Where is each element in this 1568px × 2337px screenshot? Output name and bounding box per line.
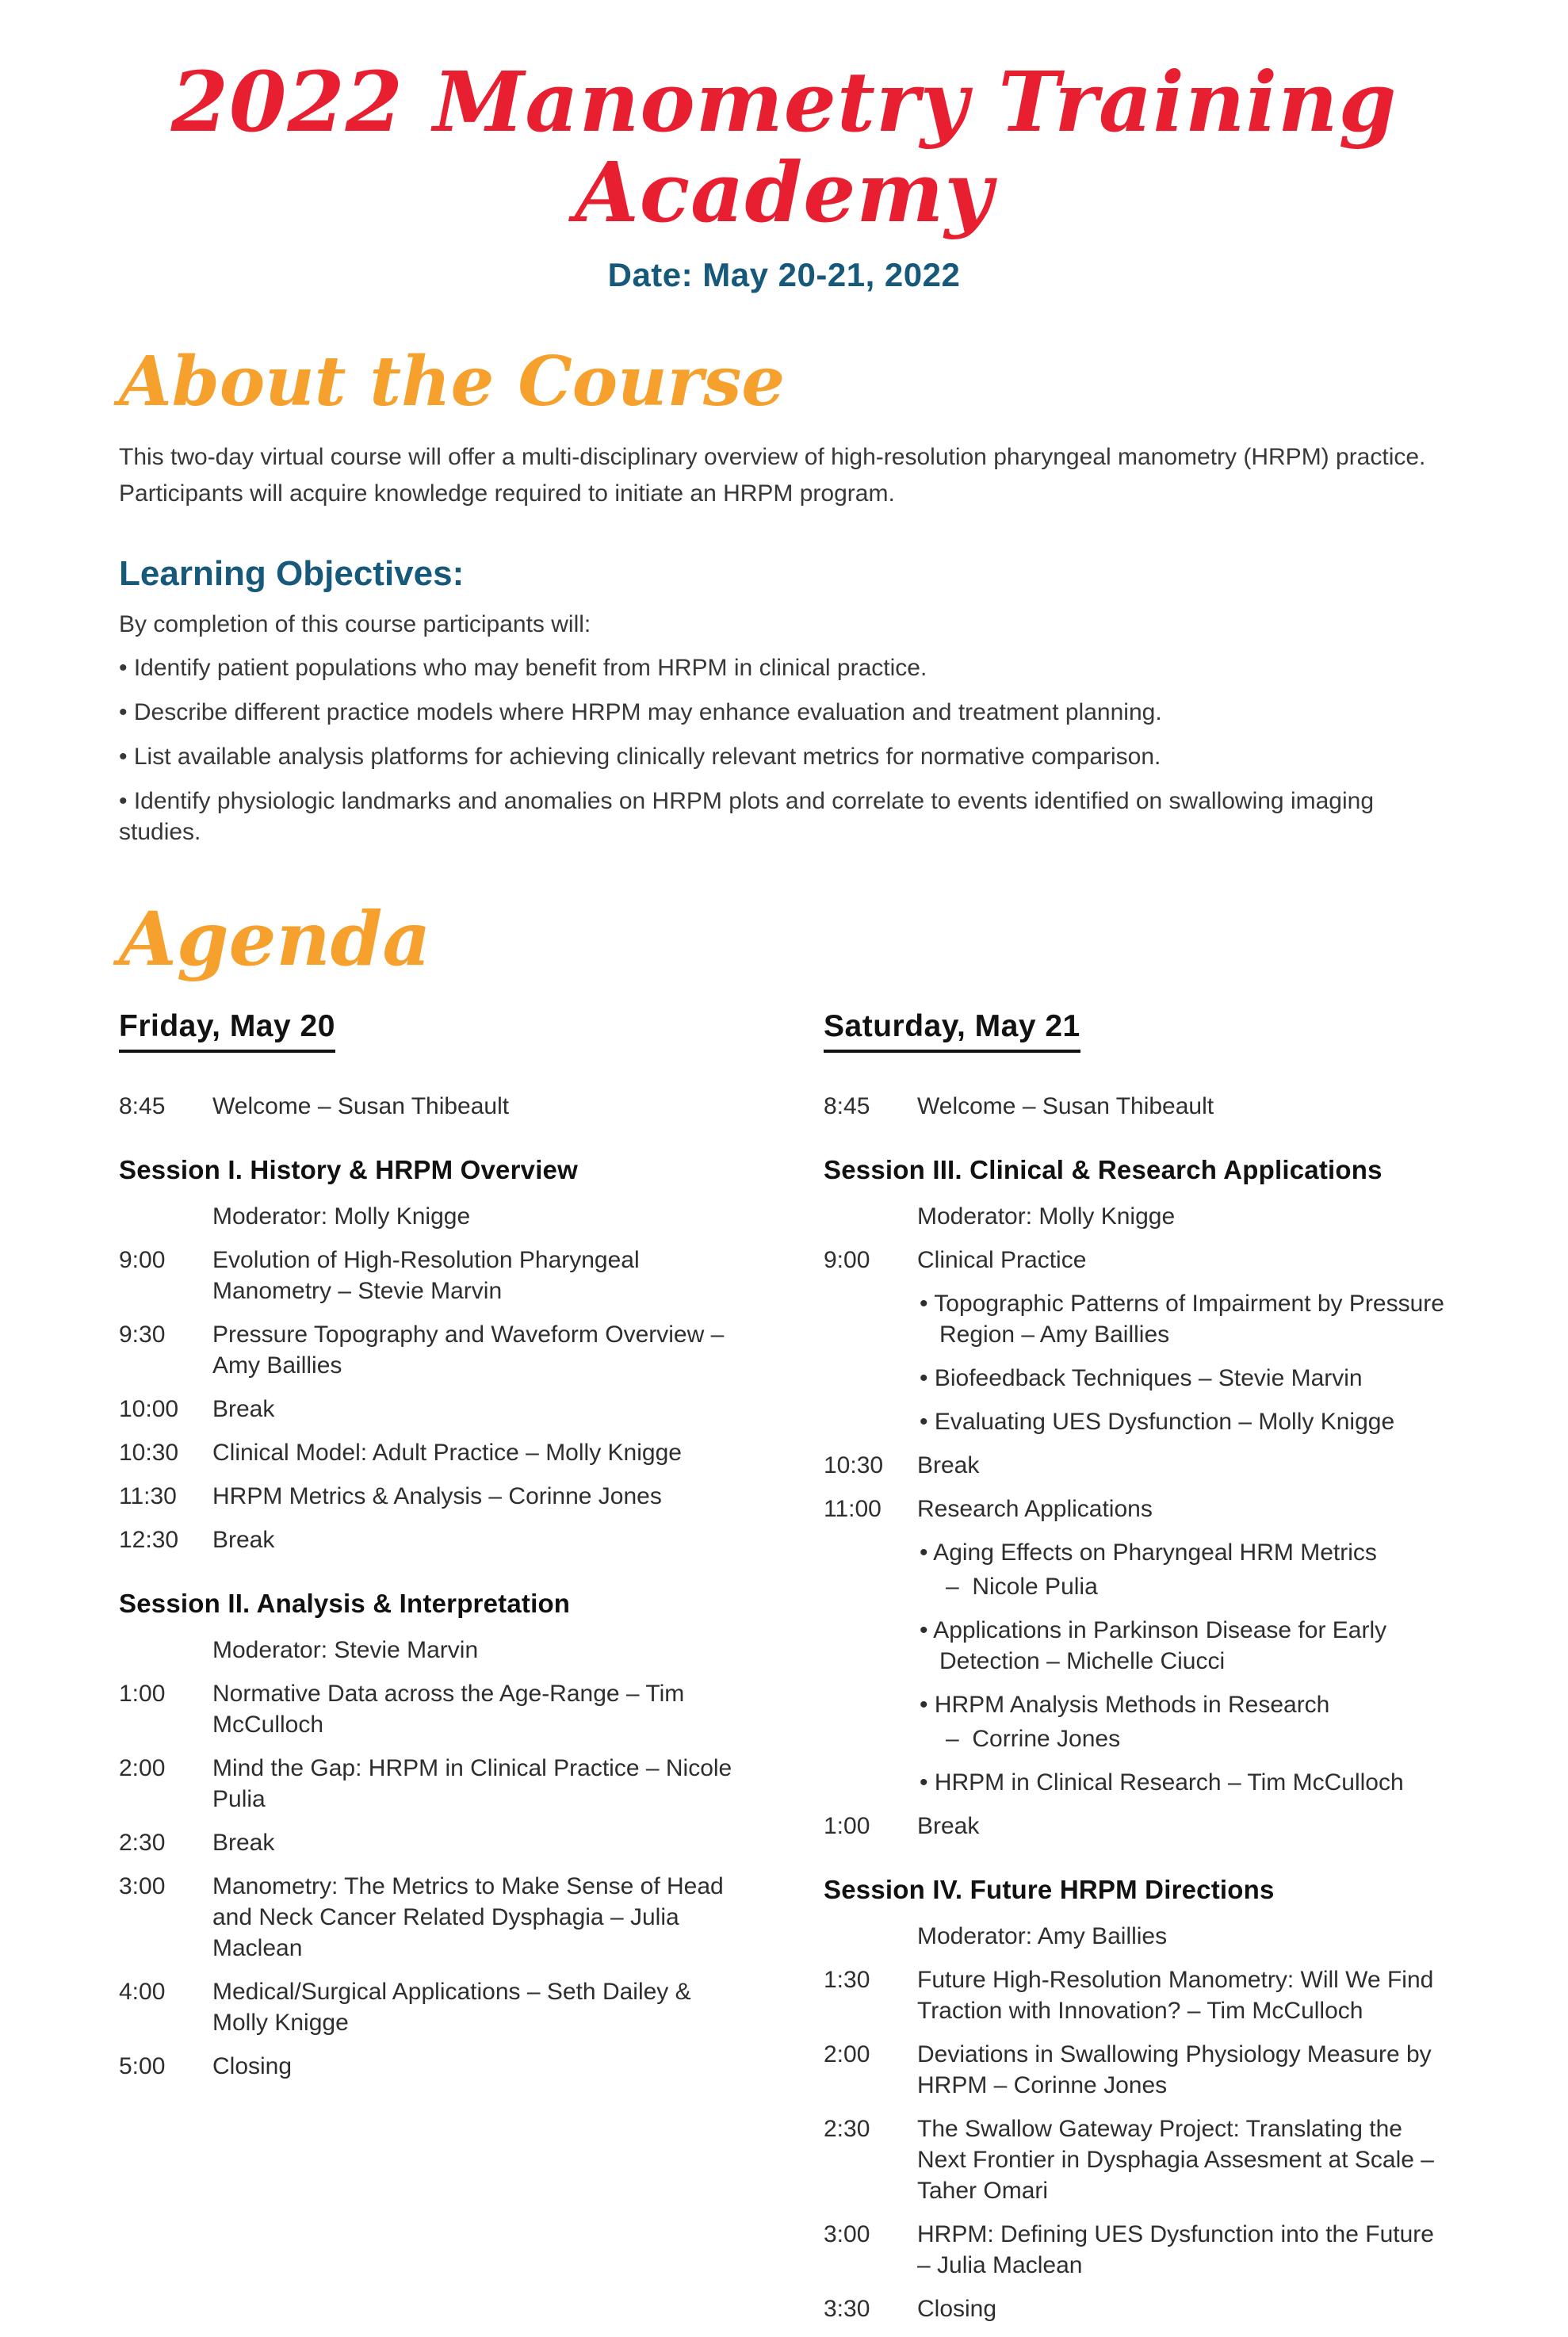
agenda-text: Closing	[212, 2053, 293, 2080]
day-title-wrap	[119, 1009, 744, 1053]
agenda-text: Break	[212, 1396, 275, 1423]
agenda-text: Evolution of High-Resolution Pharyngeal Manometry – Stevie Marvin	[212, 1247, 640, 1305]
agenda-time	[824, 1767, 917, 1811]
agenda-time: 11:00	[824, 1496, 882, 1523]
agenda-time: 3:00	[824, 2221, 870, 2248]
agenda-time	[824, 1689, 917, 1733]
agenda-time: 10:00	[119, 1396, 179, 1423]
learning-objectives-intro: By completion of this course participants will:	[119, 610, 591, 637]
agenda-text: Deviations in Swallowing Physiology Measure by HRPM – Corinne Jones	[917, 2041, 1432, 2099]
agenda-time: 3:00	[119, 1873, 166, 1900]
agenda-time: 12:30	[119, 1527, 179, 1554]
agenda-text: Research Applications	[917, 1496, 1153, 1523]
agenda-text: – Corrine Jones	[946, 1726, 1121, 1753]
agenda-time: 3:30	[824, 2296, 870, 2323]
agenda-time: 10:30	[824, 1452, 884, 1479]
agenda-time: 2:00	[824, 2041, 870, 2068]
agenda-text: Medical/Surgical Applications – Seth Dailey & Molly Knigge	[212, 1979, 691, 2037]
agenda-text: • Aging Effects on Pharyngeal HRM Metrics	[920, 1540, 1377, 1566]
agenda-text: Clinical Practice	[917, 1247, 1087, 1274]
objective-item: • Identify physiologic landmarks and anomalies on HRPM plots and correlate to events identified on swallowing imaging studies.	[119, 788, 1375, 846]
agenda-time: 2:30	[824, 2116, 870, 2143]
agenda-grid	[119, 1009, 1449, 2337]
agenda-text: Moderator: Amy Baillies	[917, 1923, 1168, 1950]
agenda-time: 9:00	[119, 1247, 166, 1274]
agenda-time	[824, 1733, 917, 1767]
agenda-text: Break	[212, 1527, 275, 1554]
agenda-time: 1:00	[824, 1813, 870, 1840]
agenda-time: 1:00	[119, 1681, 166, 1708]
agenda-time	[824, 1288, 917, 1363]
agenda-text: – Nicole Pulia	[946, 1574, 1098, 1601]
day-title: Friday, May 20	[119, 1009, 335, 1053]
about-heading: About the Course	[119, 341, 786, 422]
agenda-time: 4:00	[119, 1979, 166, 2006]
agenda-text: • Evaluating UES Dysfunction – Molly Knigge	[920, 1409, 1395, 1436]
day-title: Saturday, May 21	[824, 1009, 1080, 1053]
session-heading: Session III. Clinical & Research Applications	[824, 1155, 1383, 1185]
agenda-text: HRPM Metrics & Analysis – Corinne Jones	[212, 1483, 662, 1510]
agenda-time: 8:45	[824, 1093, 870, 1120]
agenda-heading: Agenda	[119, 896, 431, 984]
agenda-text: HRPM: Defining UES Dysfunction into the Future – Julia Maclean	[917, 2221, 1434, 2279]
agenda-text: • Topographic Patterns of Impairment by Pressure Region – Amy Baillies	[920, 1291, 1444, 1348]
agenda-time	[824, 1615, 917, 1689]
flyer-page	[0, 53, 1568, 2323]
agenda-text: Clinical Model: Adult Practice – Molly Knigge	[212, 1440, 682, 1467]
day-title-wrap	[824, 1009, 1449, 1053]
learning-objectives-heading: Learning Objectives:	[119, 553, 465, 593]
agenda-time	[824, 1581, 917, 1615]
agenda-time: 1:30	[824, 1967, 870, 1994]
course-title: 2022 Manometry Training Academy	[170, 53, 1398, 242]
agenda-text: Break	[917, 1813, 980, 1840]
agenda-day-friday	[119, 1009, 744, 2094]
agenda-text: Pressure Topography and Waveform Overview – Amy Baillies	[212, 1321, 725, 1379]
session-heading: Session I. History & HRPM Overview	[119, 1155, 578, 1185]
objective-item: • Describe different practice models where HRPM may enhance evaluation and treatment planning.	[119, 699, 1162, 726]
agenda-time	[824, 1363, 917, 1406]
agenda-text: Mind the Gap: HRPM in Clinical Practice – Nicole Pulia	[212, 1755, 732, 1813]
agenda-text: Welcome – Susan Thibeault	[917, 1093, 1214, 1120]
agenda-text: Moderator: Stevie Marvin	[212, 1637, 479, 1664]
agenda-time: 10:30	[119, 1440, 179, 1467]
agenda-time	[119, 1201, 212, 1245]
agenda-text: • Applications in Parkinson Disease for Early Detection – Michelle Ciucci	[920, 1617, 1387, 1675]
about-body: This two-day virtual course will offer a multi-disciplinary overview of high-resolution pharyngeal manometry (HRPM) practice. Participants will acquire knowledge required to initiate an HRPM program.	[119, 443, 1426, 507]
agenda-text: Break	[917, 1452, 980, 1479]
agenda-time	[824, 1406, 917, 1450]
agenda-time	[824, 1921, 917, 1964]
objective-item: • List available analysis platforms for achieving clinically relevant metrics for normative comparison.	[119, 744, 1161, 771]
agenda-text: Moderator: Molly Knigge	[917, 1203, 1176, 1230]
session-heading: Session II. Analysis & Interpretation	[119, 1589, 571, 1619]
objective-item: • Identify patient populations who may benefit from HRPM in clinical practice.	[119, 655, 927, 682]
content-area	[0, 343, 1568, 2337]
agenda-time: 2:30	[119, 1830, 166, 1857]
agenda-time	[824, 1537, 917, 1581]
agenda-text: Future High-Resolution Manometry: Will We Find Traction with Innovation? – Tim McCulloch	[917, 1967, 1434, 2025]
agenda-text: Manometry: The Metrics to Make Sense of Head and Neck Cancer Related Dysphagia – Julia Maclean	[212, 1873, 724, 1962]
agenda-text: The Swallow Gateway Project: Translating the Next Frontier in Dysphagia Assesment at Scale – Taher Omari	[917, 2116, 1434, 2205]
agenda-text: Break	[212, 1830, 275, 1857]
agenda-time	[824, 1201, 917, 1245]
agenda-time: 9:00	[824, 1247, 870, 1274]
agenda-time: 11:30	[119, 1483, 177, 1510]
agenda-text: • HRPM in Clinical Research – Tim McCulloch	[920, 1769, 1404, 1796]
course-date: Date: May 20-21, 2022	[607, 255, 961, 293]
agenda-time: 5:00	[119, 2053, 166, 2080]
agenda-rows-friday	[119, 1091, 744, 2094]
agenda-time: 2:00	[119, 1755, 166, 1782]
agenda-text: Moderator: Molly Knigge	[212, 1203, 471, 1230]
agenda-text: Normative Data across the Age-Range – Tim McCulloch	[212, 1681, 685, 1738]
agenda-text: • Biofeedback Techniques – Stevie Marvin	[920, 1365, 1363, 1392]
session-heading: Session IV. Future HRPM Directions	[824, 1875, 1275, 1905]
learning-objectives-list	[119, 652, 1449, 847]
agenda-time: 8:45	[119, 1093, 166, 1120]
agenda-text: Closing	[917, 2296, 997, 2323]
agenda-time: 9:30	[119, 1321, 166, 1348]
agenda-text: • HRPM Analysis Methods in Research	[920, 1692, 1330, 1719]
agenda-day-saturday	[824, 1009, 1449, 2337]
agenda-rows-saturday	[824, 1091, 1449, 2337]
agenda-text: Welcome – Susan Thibeault	[212, 1093, 510, 1120]
agenda-time	[119, 1635, 212, 1678]
